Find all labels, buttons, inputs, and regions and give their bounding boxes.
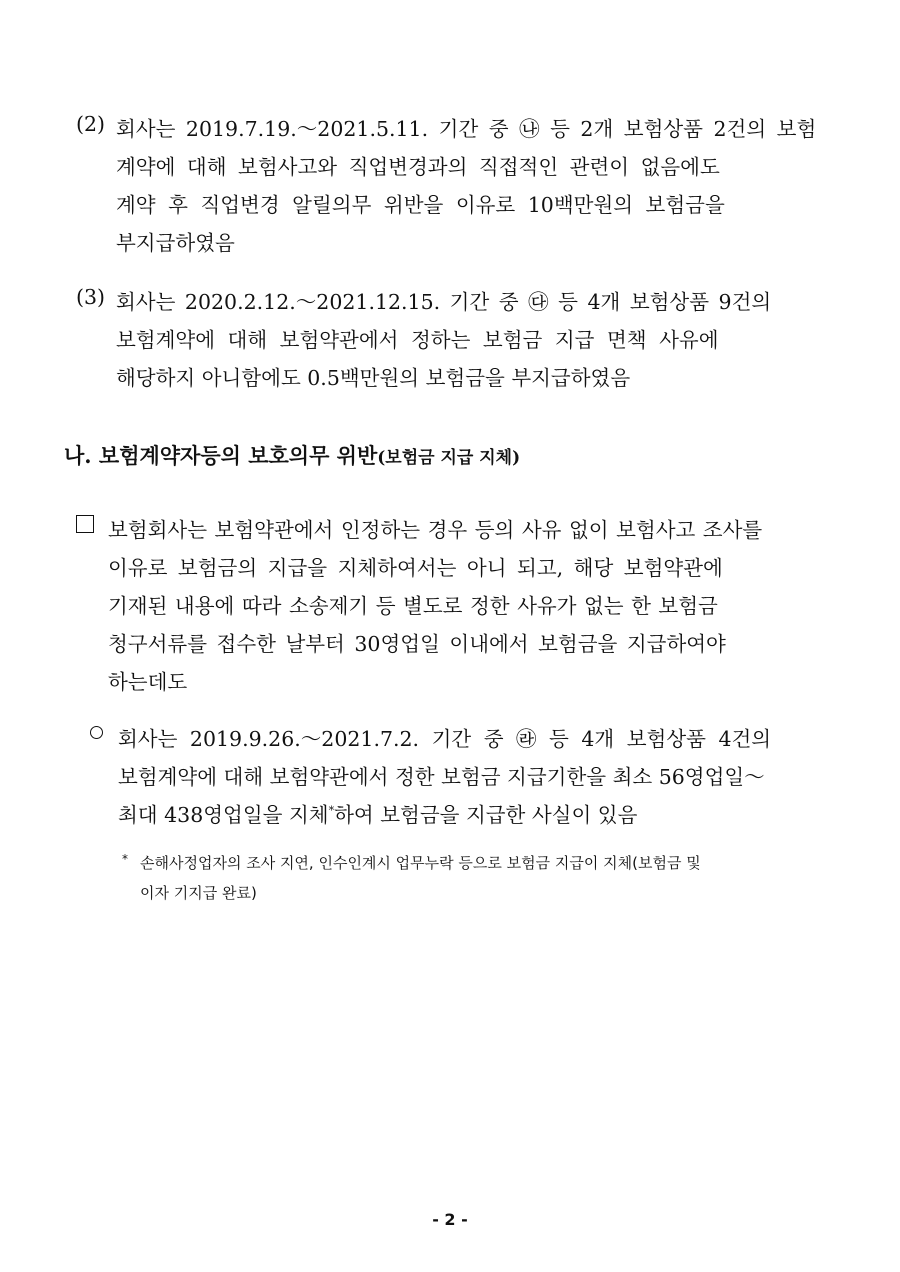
footnote-asterisk: *: [122, 852, 128, 866]
footnote-line: 손해사정업자의 조사 지연, 인수인계시 업무누락 등으로 보험금 지급이 지체(보험금 및: [140, 854, 701, 872]
box-item-line: 이유로 보험금의 지급을 지체하여서는 아니 되고, 해당 보험약관에: [108, 556, 723, 580]
circle-item-line: 보험계약에 대해 보험약관에서 정한 보험금 지급기한을 최소 56영업일～: [118, 765, 765, 789]
item-3-line: 해당하지 아니함에도 0.5백만원의 보험금을 부지급하였음: [116, 366, 631, 390]
item-2-line: 계약에 대해 보험사고와 직업변경과의 직접적인 관련이 없음에도: [116, 155, 720, 179]
item-3-marker: (3): [76, 285, 106, 309]
item-3-line: 보험계약에 대해 보험약관에서 정하는 보험금 지급 면책 사유에: [116, 328, 719, 352]
circle-item-line-text: 하여 보험금을 지급한 사실이 있음: [334, 803, 638, 827]
box-item-line: 기재된 내용에 따라 소송제기 등 별도로 정한 사유가 없는 한 보험금: [108, 594, 718, 618]
item-2-line: 계약 후 직업변경 알릴의무 위반을 이유로 10백만원의 보험금을: [116, 193, 725, 217]
footnote-line: 이자 기지급 완료): [140, 884, 257, 902]
item-3-line: 회사는 2020.2.12.～2021.12.15. 기간 중 ㉰ 등 4개 보험상품 9건의: [116, 290, 772, 314]
item-2-line: 회사는 2019.7.19.～2021.5.11. 기간 중 ㉯ 등 2개 보험상품 2건의 보험: [116, 117, 817, 141]
footnote-marker: *: [328, 804, 335, 818]
page-number: - 2 -: [432, 1210, 468, 1229]
circle-item-line-text: 최대 438영업일을 지체: [118, 803, 329, 827]
circle-item-line: [118, 798, 637, 828]
box-item-line: 보험회사는 보험약관에서 인정하는 경우 등의 사유 없이 보험사고 조사를: [108, 518, 763, 542]
section-title: 나. 보험계약자등의 보호의무 위반: [64, 443, 378, 468]
item-2-marker: (2): [76, 112, 106, 136]
circle-item-line: 회사는 2019.9.26.～2021.7.2. 기간 중 ㉱ 등 4개 보험상품 4건의: [118, 727, 772, 751]
section-subtitle: (보험금 지급 지체): [377, 448, 521, 468]
box-item-line: 하는데도: [108, 670, 188, 694]
item-2-line: 부지급하였음: [116, 231, 235, 255]
box-item-line: 청구서류를 접수한 날부터 30영업일 이내에서 보험금을 지급하여야: [108, 632, 726, 656]
section-heading: [64, 440, 520, 470]
square-bullet-icon: [76, 515, 94, 533]
circle-bullet-icon: [90, 726, 103, 739]
